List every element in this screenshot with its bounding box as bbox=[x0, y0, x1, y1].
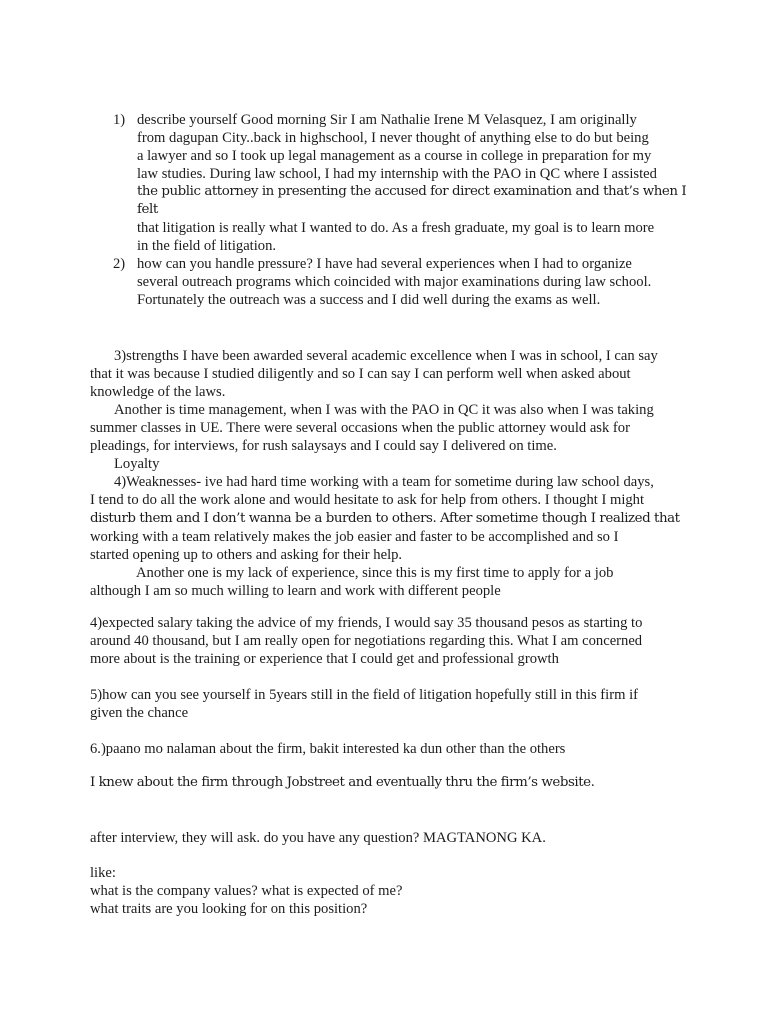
text-line: 6.)paano mo nalaman about the firm, bakit interested ka dun other than the others bbox=[90, 741, 566, 757]
text-line: given the chance bbox=[90, 705, 189, 721]
answer-describe-yourself bbox=[113, 111, 689, 255]
text-line: a lawyer and so I took up legal management as a course in college in preparation for my bbox=[137, 148, 652, 164]
text-line: 4)expected salary taking the advice of my friends, I would say 35 thousand pesos as starting to bbox=[90, 615, 643, 631]
text-line: law studies. During law school, I had my internship with the PAO in QC where I assisted bbox=[137, 166, 657, 182]
item-number: 1) bbox=[113, 112, 126, 128]
text-line: after interview, they will ask. do you have any question? MAGTANONG KA. bbox=[90, 830, 546, 846]
text-line: the public attorney in presenting the accused for direct examination and that’s when I felt bbox=[137, 184, 687, 217]
answer-about-firm bbox=[90, 774, 690, 792]
loyalty-label: Loyalty bbox=[114, 456, 160, 472]
note-after-interview bbox=[90, 829, 690, 847]
text-line: from dagupan City..back in highschool, I never thought of anything else to do but being bbox=[137, 130, 649, 146]
text-line: Fortunately the outreach was a success and I did well during the exams as well. bbox=[137, 292, 601, 308]
text-line: how can you handle pressure? I have had several experiences when I had to organize bbox=[137, 256, 632, 272]
answer-strengths-weaknesses bbox=[90, 347, 690, 600]
sample-questions bbox=[90, 864, 690, 918]
sample-question: what traits are you looking for on this position? bbox=[90, 901, 368, 917]
answer-handle-pressure bbox=[113, 255, 689, 309]
text-line: in the field of litigation. bbox=[137, 238, 277, 254]
paragraph-time-management: Another is time management, when I was with the PAO in QC it was also when I was taking summer classes in UE. There were several occasions when the public attorney would ask for pleadings, for interviews, for rush salaysays and I could say I delivered on time. bbox=[90, 402, 654, 454]
like-label: like: bbox=[90, 865, 116, 881]
question-about-firm bbox=[90, 740, 690, 758]
paragraph-strengths: 3)strengths I have been awarded several academic excellence when I was in school, I can say that it was because I studied diligently and so I can say I can perform well when asked about knowledge of the laws. bbox=[90, 348, 658, 400]
sample-question: what is the company values? what is expected of me? bbox=[90, 883, 403, 899]
text-line: several outreach programs which coincided with major examinations during law school. bbox=[137, 274, 652, 290]
paragraph-weaknesses: 4)Weaknesses- ive had hard time working with a team for sometime during law school days, I tend to do all the work alone and would hesitate to ask for help from others. I thought I might disturb them and I don’t wanna be a burden to others. After sometime though I realized that working with a team relatively makes the job easier and faster to be accomplished and so I started opening up to others and asking for their help. bbox=[90, 474, 680, 563]
text-line: describe yourself Good morning Sir I am Nathalie Irene M Velasquez, I am originally bbox=[137, 112, 637, 128]
text-line: around 40 thousand, but I am really open for negotiations regarding this. What I am concerned bbox=[90, 633, 643, 649]
item-number: 2) bbox=[113, 256, 126, 272]
paragraph-lack-of-experience: Another one is my lack of experience, since this is my first time to apply for a job although I am so much willing to learn and work with different people bbox=[90, 565, 614, 599]
text-line: 5)how can you see yourself in 5years still in the field of litigation hopefully still in this firm if bbox=[90, 687, 638, 703]
text-line: more about is the training or experience that I could get and professional growth bbox=[90, 651, 559, 667]
text-line: that litigation is really what I wanted to do. As a fresh graduate, my goal is to learn more bbox=[137, 220, 655, 236]
text-line: I knew about the firm through Jobstreet and eventually thru the firm’s website. bbox=[90, 775, 595, 790]
answer-five-years bbox=[90, 686, 690, 722]
answer-expected-salary bbox=[90, 614, 690, 668]
